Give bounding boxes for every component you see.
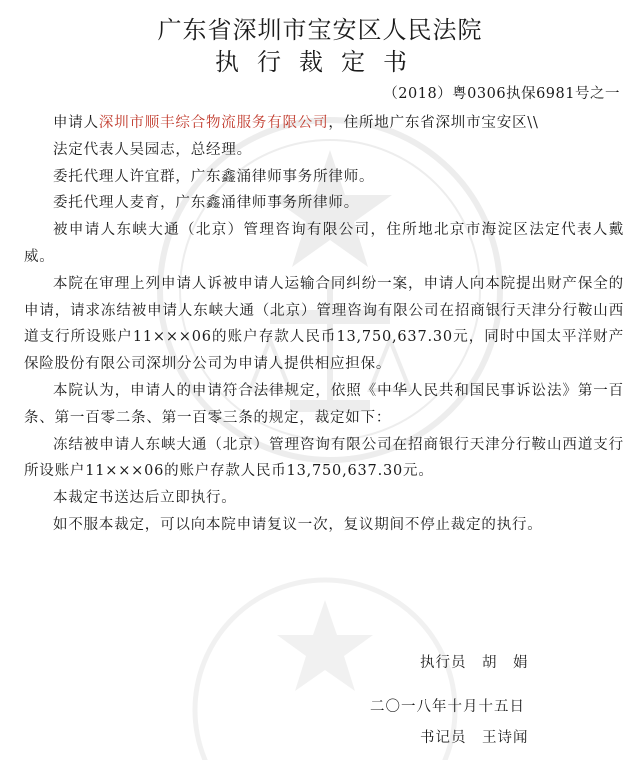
applicant-name: 深圳市顺丰综合物流服务有限公司 [98,115,329,131]
court-name: 广东省深圳市宝安区人民法院 [157,16,483,44]
ruling-date: 二〇一八年十月十五日 [370,699,525,715]
reasoning-paragraph: 本院认为，申请人的申请符合法律规定，依照《中华人民共和国民事诉讼法》第一百条、第一百零二条、第一百零三条的规定，裁定如下： [24,382,624,426]
facts-paragraph: 本院在审理上列申请人诉被申请人运输合同纠纷一案，申请人向本院提出财产保全的申请，请求冻结被申请人东峡大通（北京）管理咨询有限公司在招商银行天津分行鞍山西道支行所设账户11×××06的账户存款人民币13,750,637.30元，同时中国太平洋财产保险股份有限公司深圳分公司为申请人提供相应担保。 [24,275,624,373]
respondent-paragraph: 被申请人东峡大通（北京）管理咨询有限公司，住所地北京市海淀区法定代表人戴威。 [24,222,624,265]
appeal-paragraph: 如不服本裁定，可以向本院申请复议一次，复议期间不停止裁定的执行。 [53,516,543,533]
agent-1: 委托代理人许宜群，广东鑫涌律师事务所律师。 [53,168,375,185]
agent-2: 委托代理人麦育，广东鑫涌律师事务所律师。 [53,195,359,212]
ruling-paragraph: 冻结被申请人东峡大通（北京）管理咨询有限公司在招商银行天津分行鞍山西道支行所设账户11×××06的账户存款人民币13,750,637.30元。 [24,436,624,480]
case-number: （2018）粤0306执保6981号之一 [383,86,620,102]
legal-representative: 法定代表人吴园志，总经理。 [53,141,252,158]
document-title: 执行裁定书 [215,48,425,76]
applicant-address: ，住所地广东省深圳市宝安区\\ [328,115,539,131]
clerk-signature: 书记员 王诗闻 [420,730,529,746]
applicant-label: 申请人 [53,115,99,131]
applicant-paragraph [24,110,624,137]
effective-paragraph: 本裁定书送达后立即执行。 [53,490,237,507]
ruling-body [24,110,624,539]
executor-signature: 执行员 胡 娟 [420,655,529,671]
